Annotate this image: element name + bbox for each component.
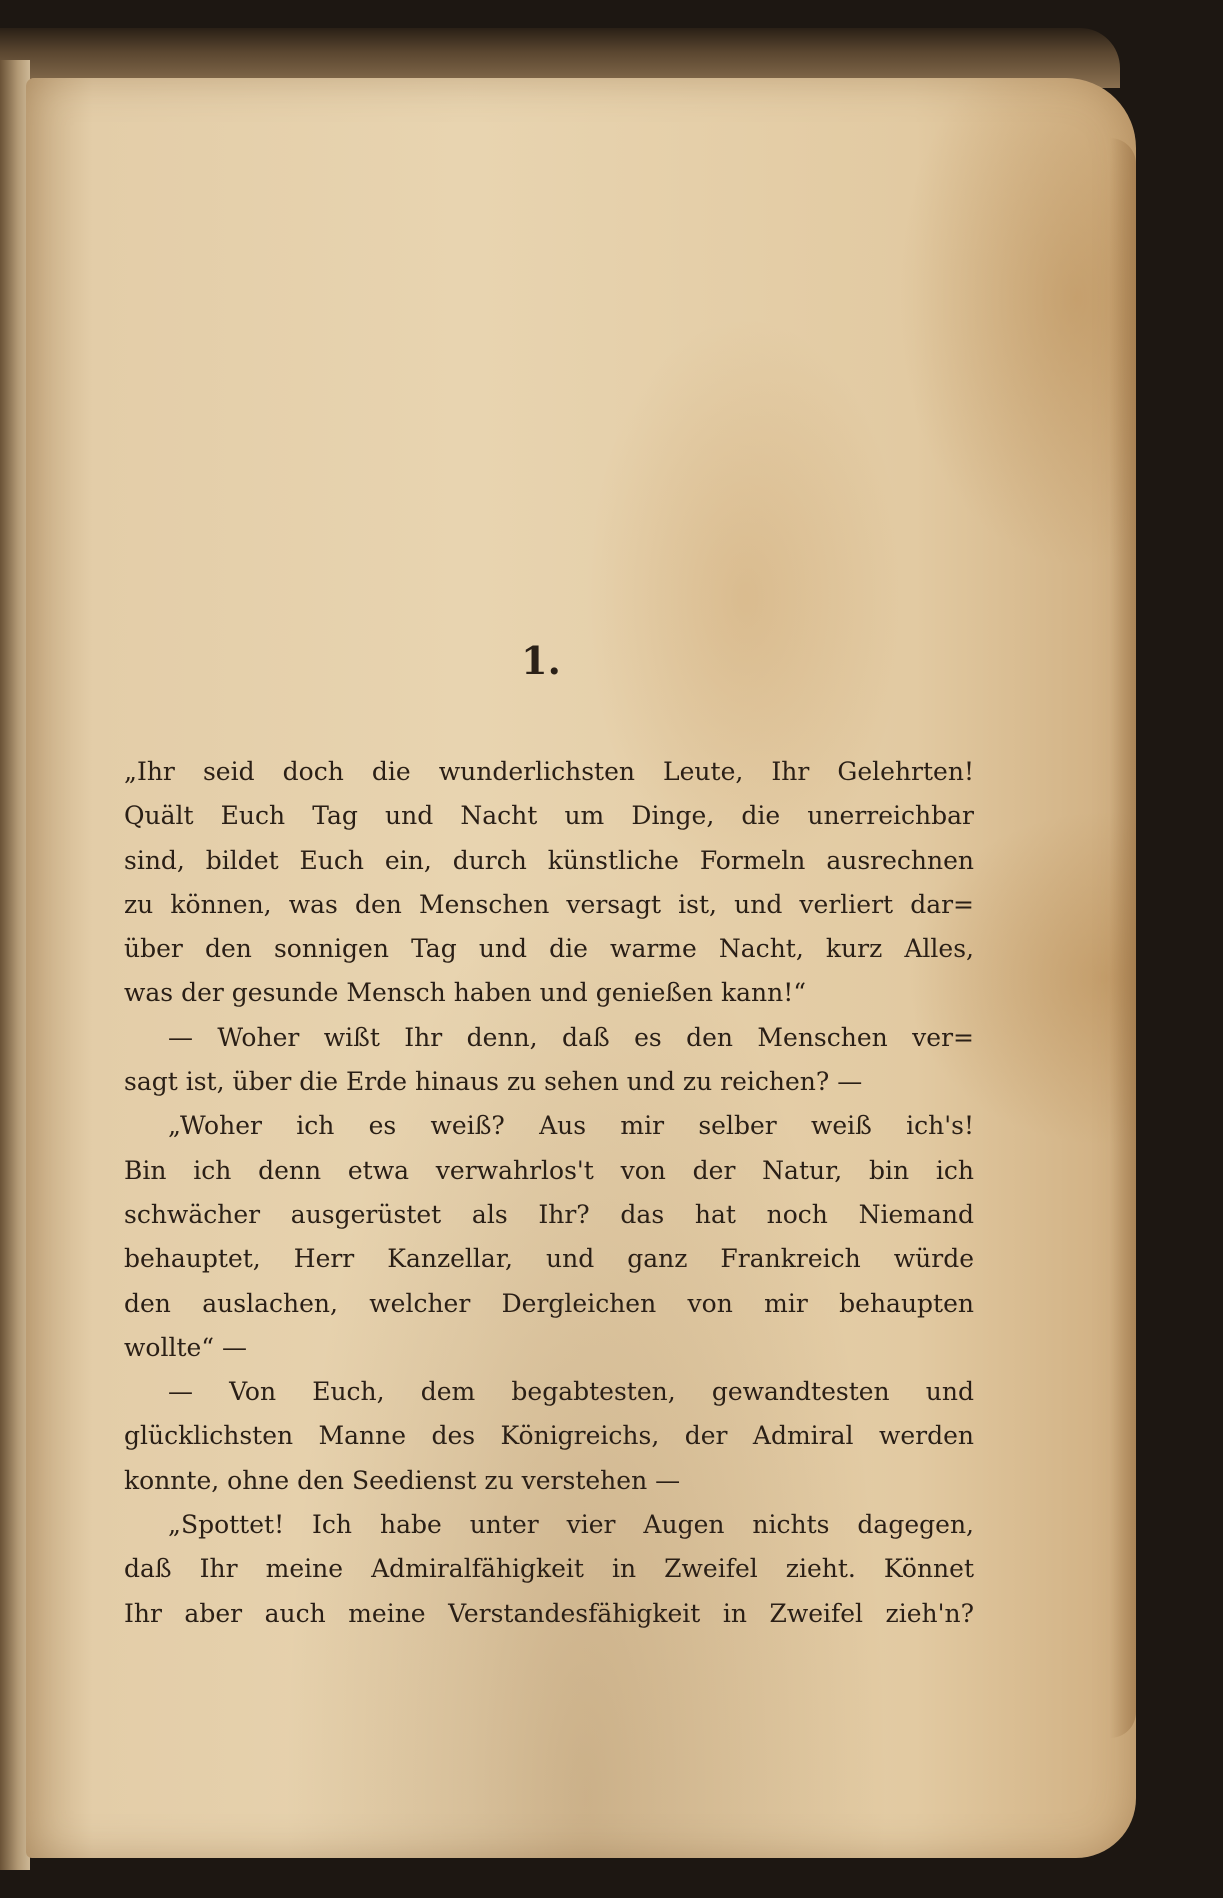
text-line: „Ihr seid doch die wunderlichsten Leute, Ihr Gelehrten! <box>124 757 974 786</box>
chapter-number: 1. <box>521 638 561 683</box>
text-line: konnte, ohne den Seedienst zu verstehen — <box>124 1465 681 1495</box>
text-line: Bin ich denn etwa verwahrlos't von der Natur, bin ich <box>124 1155 974 1185</box>
text-line: „Spottet! Ich habe unter vier Augen nichts dagegen, <box>168 1510 974 1540</box>
text-line: über den sonnigen Tag und die warme Nacht, kurz Alles, <box>124 934 974 964</box>
text-line: sagt ist, über die Erde hinaus zu sehen und zu reichen? — <box>124 1067 863 1097</box>
page-edge-stain <box>1110 138 1136 1738</box>
text-line: den auslachen, welcher Dergleichen von mir behaupten <box>124 1288 974 1318</box>
text-line: was der gesunde Mensch haben und genießen kann!“ <box>124 978 807 1008</box>
text-line: „Woher ich es weiß? Aus mir selber weiß ich's! <box>168 1111 974 1141</box>
body-text <box>124 750 974 1636</box>
text-line: behauptet, Herr Kanzellar, und ganz Frankreich würde <box>124 1244 974 1274</box>
book-page <box>26 78 1136 1858</box>
text-line: schwächer ausgerüstet als Ihr? das hat noch Niemand <box>124 1199 974 1229</box>
text-line: Ihr aber auch meine Verstandesfähigkeit in Zweifel zieh'n? <box>124 1598 974 1628</box>
text-line: zu können, was den Menschen versagt ist, und verliert dar= <box>124 889 974 919</box>
text-line: — Von Euch, dem begabtesten, gewandtesten und <box>168 1377 974 1407</box>
text-line: glücklichsten Manne des Königreichs, der Admiral werden <box>124 1421 974 1451</box>
text-line: sind, bildet Euch ein, durch künstliche Formeln ausrechnen <box>124 845 974 875</box>
text-line: Quält Euch Tag und Nacht um Dinge, die unerreichbar <box>124 801 974 831</box>
text-line: wollte“ — <box>124 1332 248 1362</box>
text-line: — Woher wißt Ihr denn, daß es den Menschen ver= <box>168 1022 974 1052</box>
text-line: daß Ihr meine Admiralfähigkeit in Zweifel zieht. Könnet <box>124 1554 974 1584</box>
